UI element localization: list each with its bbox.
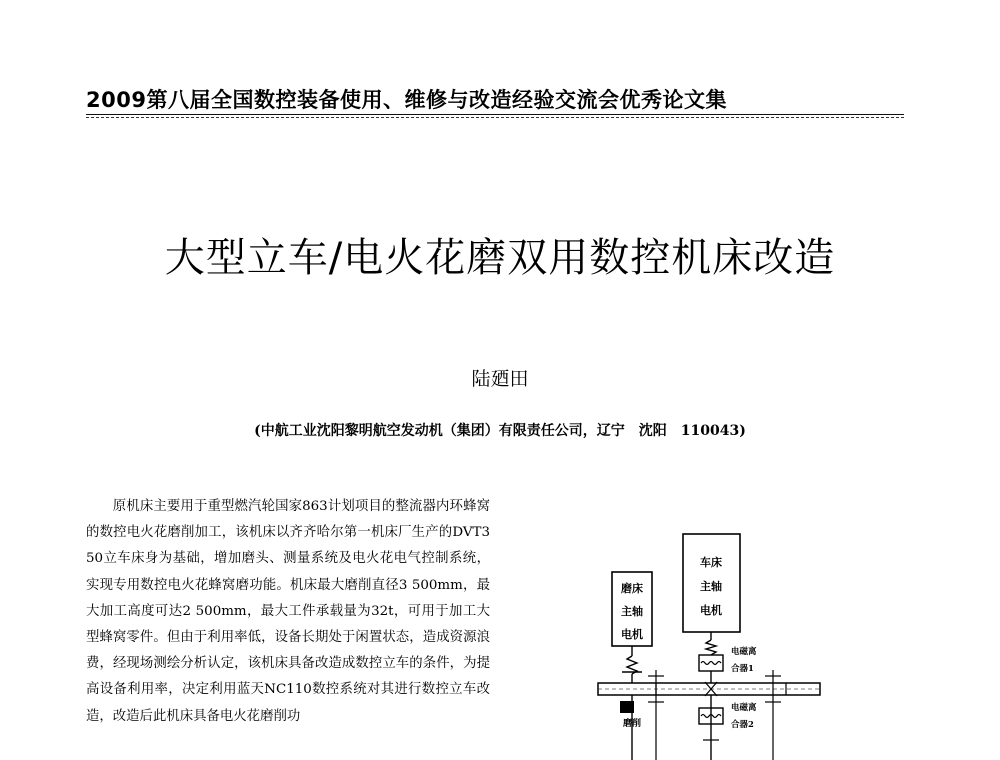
grinder-motor-label-2: 主轴 [621,605,643,618]
lathe-motor-label-3: 电机 [700,604,722,617]
clutch-1 [699,655,723,671]
clutch-2-label-a: 电磁离 [731,703,757,713]
proceedings-header-title: 2009第八届全国数控装备使用、维修与改造经验交流会优秀论文集 [86,88,727,112]
author-name: 陆廼田 [471,368,529,390]
grinder-coupling-spring [627,656,637,674]
lathe-motor-label-1: 车床 [700,556,722,569]
lathe-motor-label-2: 主轴 [700,580,722,593]
grinding-head-label: 磨削 [623,719,642,729]
author-affiliation: (中航工业沈阳黎明航空发动机（集团）有限责任公司，辽宁 沈阳 110043) [254,423,746,439]
clutch-2-label-b: 合器2 [731,720,754,730]
grinder-motor-label-3: 电机 [621,628,643,641]
header-rule-secondary [86,117,904,118]
clutch-1-label-a: 电磁离 [731,647,757,657]
body-paragraph: 原机床主要用于重型燃汽轮国家863计划项目的整流器内环蜂窝的数控电火花磨削加工，该机床以齐齐哈尔第一机床厂生产的DVT350立车床身为基础，增加磨头、测量系统及电火花电气控制系统，实现专用数控电火花蜂窝磨功能。机床最大磨削直径3 500mm，最大加工高度可达2 500mm，最大工件承载量为32t，可用于加工大型蜂窝零件。但由于利用率低，设备长期处于闲置状态，造成资源浪费，经现场测绘分析认定，该机床具备改造成数控立车的条件，为提高设备利用率，决定利用蓝天NC110数控系统对其进行数控立车改造，改造后此机床具备电火花磨削功 [86,499,490,724]
clutch-1-label-b: 合器1 [731,664,754,674]
transmission-diagram [590,520,840,760]
lathe-coupling-spring [706,640,716,655]
transmission-bar [598,683,820,695]
header-rule [86,114,904,115]
paper-title: 大型立车/电火花磨双用数控机床改造 [164,235,836,281]
grinding-head-block [620,701,634,713]
grinder-motor-label-1: 磨床 [621,582,643,595]
